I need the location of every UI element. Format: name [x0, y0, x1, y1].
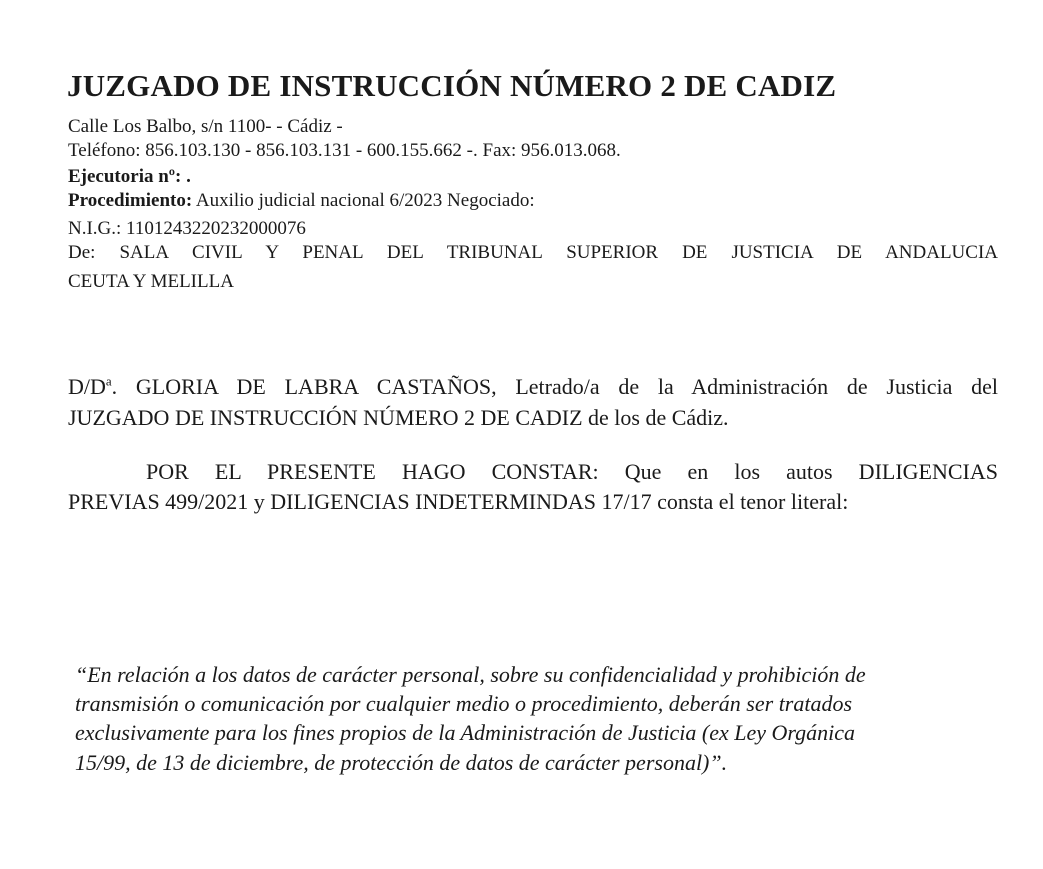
ejecutoria-line: Ejecutoria nº: . [68, 166, 191, 187]
procedimiento-line [68, 190, 535, 212]
origin-line-2: CEUTA Y MELILLA [68, 271, 234, 292]
court-address: Calle Los Balbo, s/n 1100- - Cádiz - [68, 116, 343, 137]
nig-line: N.I.G.: 1101243220232000076 [68, 218, 306, 239]
clerk-prefix-sup: a [105, 373, 112, 389]
clerk-paragraph-line-2: JUZGADO DE INSTRUCCIÓN NÚMERO 2 DE CADIZ de los de Cádiz. [68, 405, 729, 430]
procedimiento-value: Auxilio judicial nacional 6/2023 Negociado: [192, 190, 535, 211]
clerk-paragraph-line-1 [68, 372, 998, 402]
clerk-prefix: D/D [68, 374, 106, 399]
procedimiento-label: Procedimiento: [68, 190, 193, 211]
court-title: JUZGADO DE INSTRUCCIÓN NÚMERO 2 DE CADIZ [67, 68, 837, 103]
quote-line-4: 15/99, de 13 de diciembre, de protección de datos de carácter personal)”. [75, 750, 728, 775]
certify-paragraph-line-2: PREVIAS 499/2021 y DILIGENCIAS INDETERMINDAS 17/17 consta el tenor literal: [68, 489, 849, 514]
origin-line-1: De: SALA CIVIL Y PENAL DEL TRIBUNAL SUPERIOR DE JUSTICIA DE ANDALUCIA [68, 242, 998, 263]
clerk-name-role: . GLORIA DE LABRA CASTAÑOS, Letrado/a de la Administración de Justicia del [111, 374, 998, 399]
quote-line-3: exclusivamente para los fines propios de la Administración de Justicia (ex Ley Orgánica [75, 720, 856, 745]
quote-line-2: transmisión o comunicación por cualquier medio o procedimiento, deberán ser tratados [75, 691, 853, 716]
certify-paragraph-line-1: POR EL PRESENTE HAGO CONSTAR: Que en los autos DILIGENCIAS [146, 459, 998, 484]
quote-line-1: “En relación a los datos de carácter personal, sobre su confidencialidad y prohibición de [75, 662, 866, 687]
court-phones: Teléfono: 856.103.130 - 856.103.131 - 600.155.662 -. Fax: 956.013.068. [68, 140, 621, 161]
